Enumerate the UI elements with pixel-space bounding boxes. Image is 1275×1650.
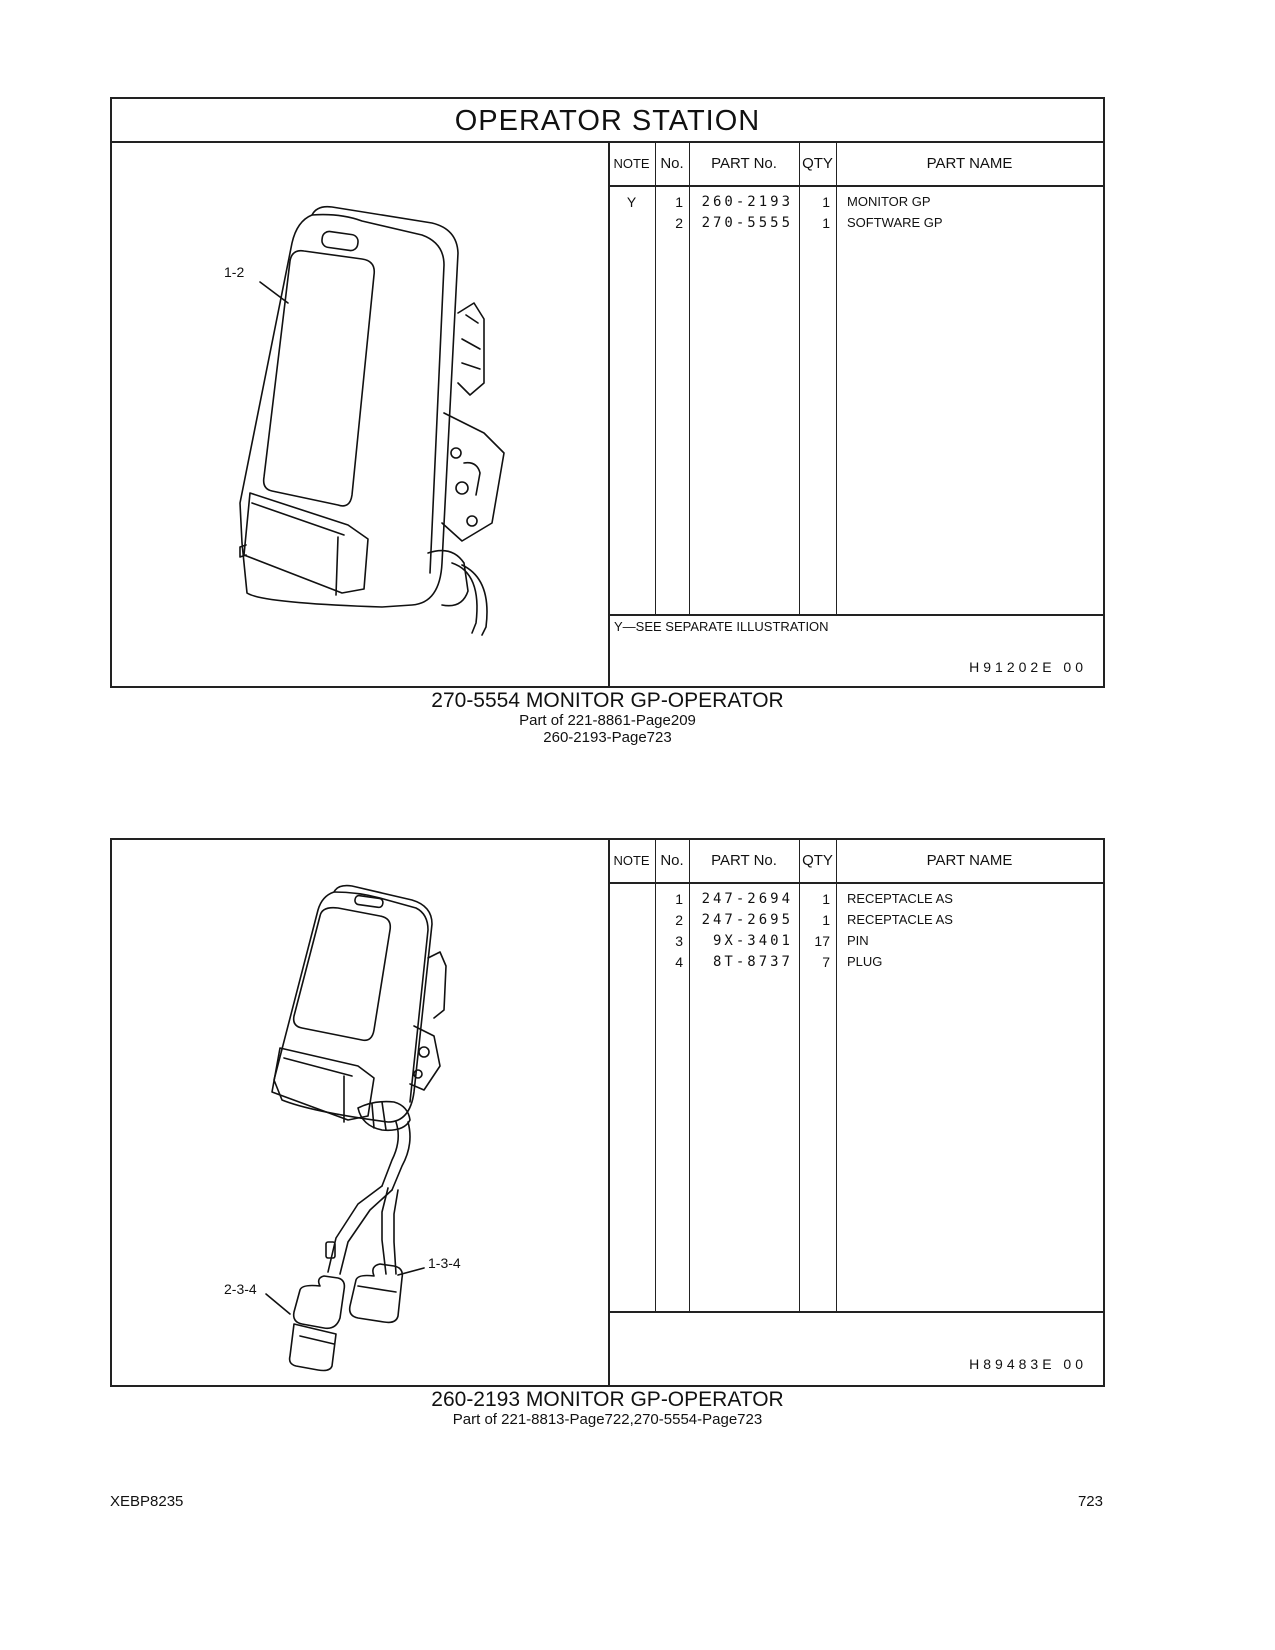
callout-label: 2-3-4 xyxy=(224,1281,257,1297)
document-code: XEBP8235 xyxy=(110,1493,184,1510)
section-header-title: OPERATOR STATION xyxy=(112,99,1103,143)
cell-qty: 7 xyxy=(822,954,830,970)
cell-no: 2 xyxy=(675,912,683,928)
col-header-qty: QTY xyxy=(802,852,833,869)
cell-qty: 1 xyxy=(822,215,830,231)
cell-no: 3 xyxy=(675,933,683,949)
col-header-part-no: PART No. xyxy=(711,155,777,172)
col-header-part-name: PART NAME xyxy=(926,852,1013,869)
table-row xyxy=(608,191,1103,213)
cell-part-no: 270-5555 xyxy=(701,215,793,231)
cell-qty: 1 xyxy=(822,891,830,907)
col-header-part-no: PART No. xyxy=(711,852,777,869)
parts-table-2 xyxy=(608,840,1103,1385)
col-header-note: NOTE xyxy=(613,853,650,868)
cell-qty: 1 xyxy=(822,912,830,928)
parts-section-2 xyxy=(110,838,1105,1387)
cell-part-no: 8T-8737 xyxy=(712,954,793,970)
caption-line: 260-2193-Page723 xyxy=(543,729,672,746)
col-header-no: No. xyxy=(660,155,684,172)
callout-label: 1-3-4 xyxy=(428,1255,461,1271)
cell-part-no: 247-2694 xyxy=(701,891,793,907)
cell-part-no: 9X-3401 xyxy=(712,933,793,949)
cell-part-name: SOFTWARE GP xyxy=(847,215,943,230)
cell-part-name: PIN xyxy=(847,933,869,948)
cell-no: 1 xyxy=(675,891,683,907)
cell-qty: 1 xyxy=(822,194,830,210)
col-header-part-name: PART NAME xyxy=(926,155,1013,172)
section-caption-2 xyxy=(110,1388,1105,1428)
section-caption-1 xyxy=(110,689,1105,746)
cell-part-name: RECEPTACLE AS xyxy=(847,891,953,906)
parts-section-1 xyxy=(110,97,1105,688)
caption-title: 270-5554 MONITOR GP-OPERATOR xyxy=(431,689,784,712)
caption-line: Part of 221-8861-Page209 xyxy=(519,712,696,729)
caption-title: 260-2193 MONITOR GP-OPERATOR xyxy=(431,1388,784,1411)
cell-part-no: 247-2695 xyxy=(701,912,793,928)
cell-part-name: MONITOR GP xyxy=(847,194,931,209)
parts-table-1 xyxy=(608,143,1103,688)
caption-line: Part of 221-8813-Page722,270-5554-Page723 xyxy=(452,1411,763,1428)
cell-no: 1 xyxy=(675,194,683,210)
illustration-code: H91202E 00 xyxy=(969,659,1087,675)
page-number: 723 xyxy=(1077,1493,1103,1510)
illustration-monitor-harness xyxy=(112,840,610,1385)
callout-label: 1-2 xyxy=(224,264,245,280)
cell-qty: 17 xyxy=(814,933,830,949)
cell-no: 4 xyxy=(675,954,683,970)
table-row xyxy=(608,951,1103,973)
cell-note: Y xyxy=(626,194,637,210)
illustration-code: H89483E 00 xyxy=(969,1356,1087,1372)
col-header-note: NOTE xyxy=(613,156,650,171)
illustration-monitor xyxy=(112,143,610,688)
table-row xyxy=(608,930,1103,952)
cell-part-name: PLUG xyxy=(847,954,883,969)
cell-no: 2 xyxy=(675,215,683,231)
table-row xyxy=(608,212,1103,234)
cell-part-name: RECEPTACLE AS xyxy=(847,912,953,927)
table-footnote: Y—SEE SEPARATE ILLUSTRATION xyxy=(614,619,829,634)
table-row xyxy=(608,909,1103,931)
cell-part-no: 260-2193 xyxy=(701,194,793,210)
table-row xyxy=(608,888,1103,910)
col-header-no: No. xyxy=(660,852,684,869)
col-header-qty: QTY xyxy=(802,155,833,172)
